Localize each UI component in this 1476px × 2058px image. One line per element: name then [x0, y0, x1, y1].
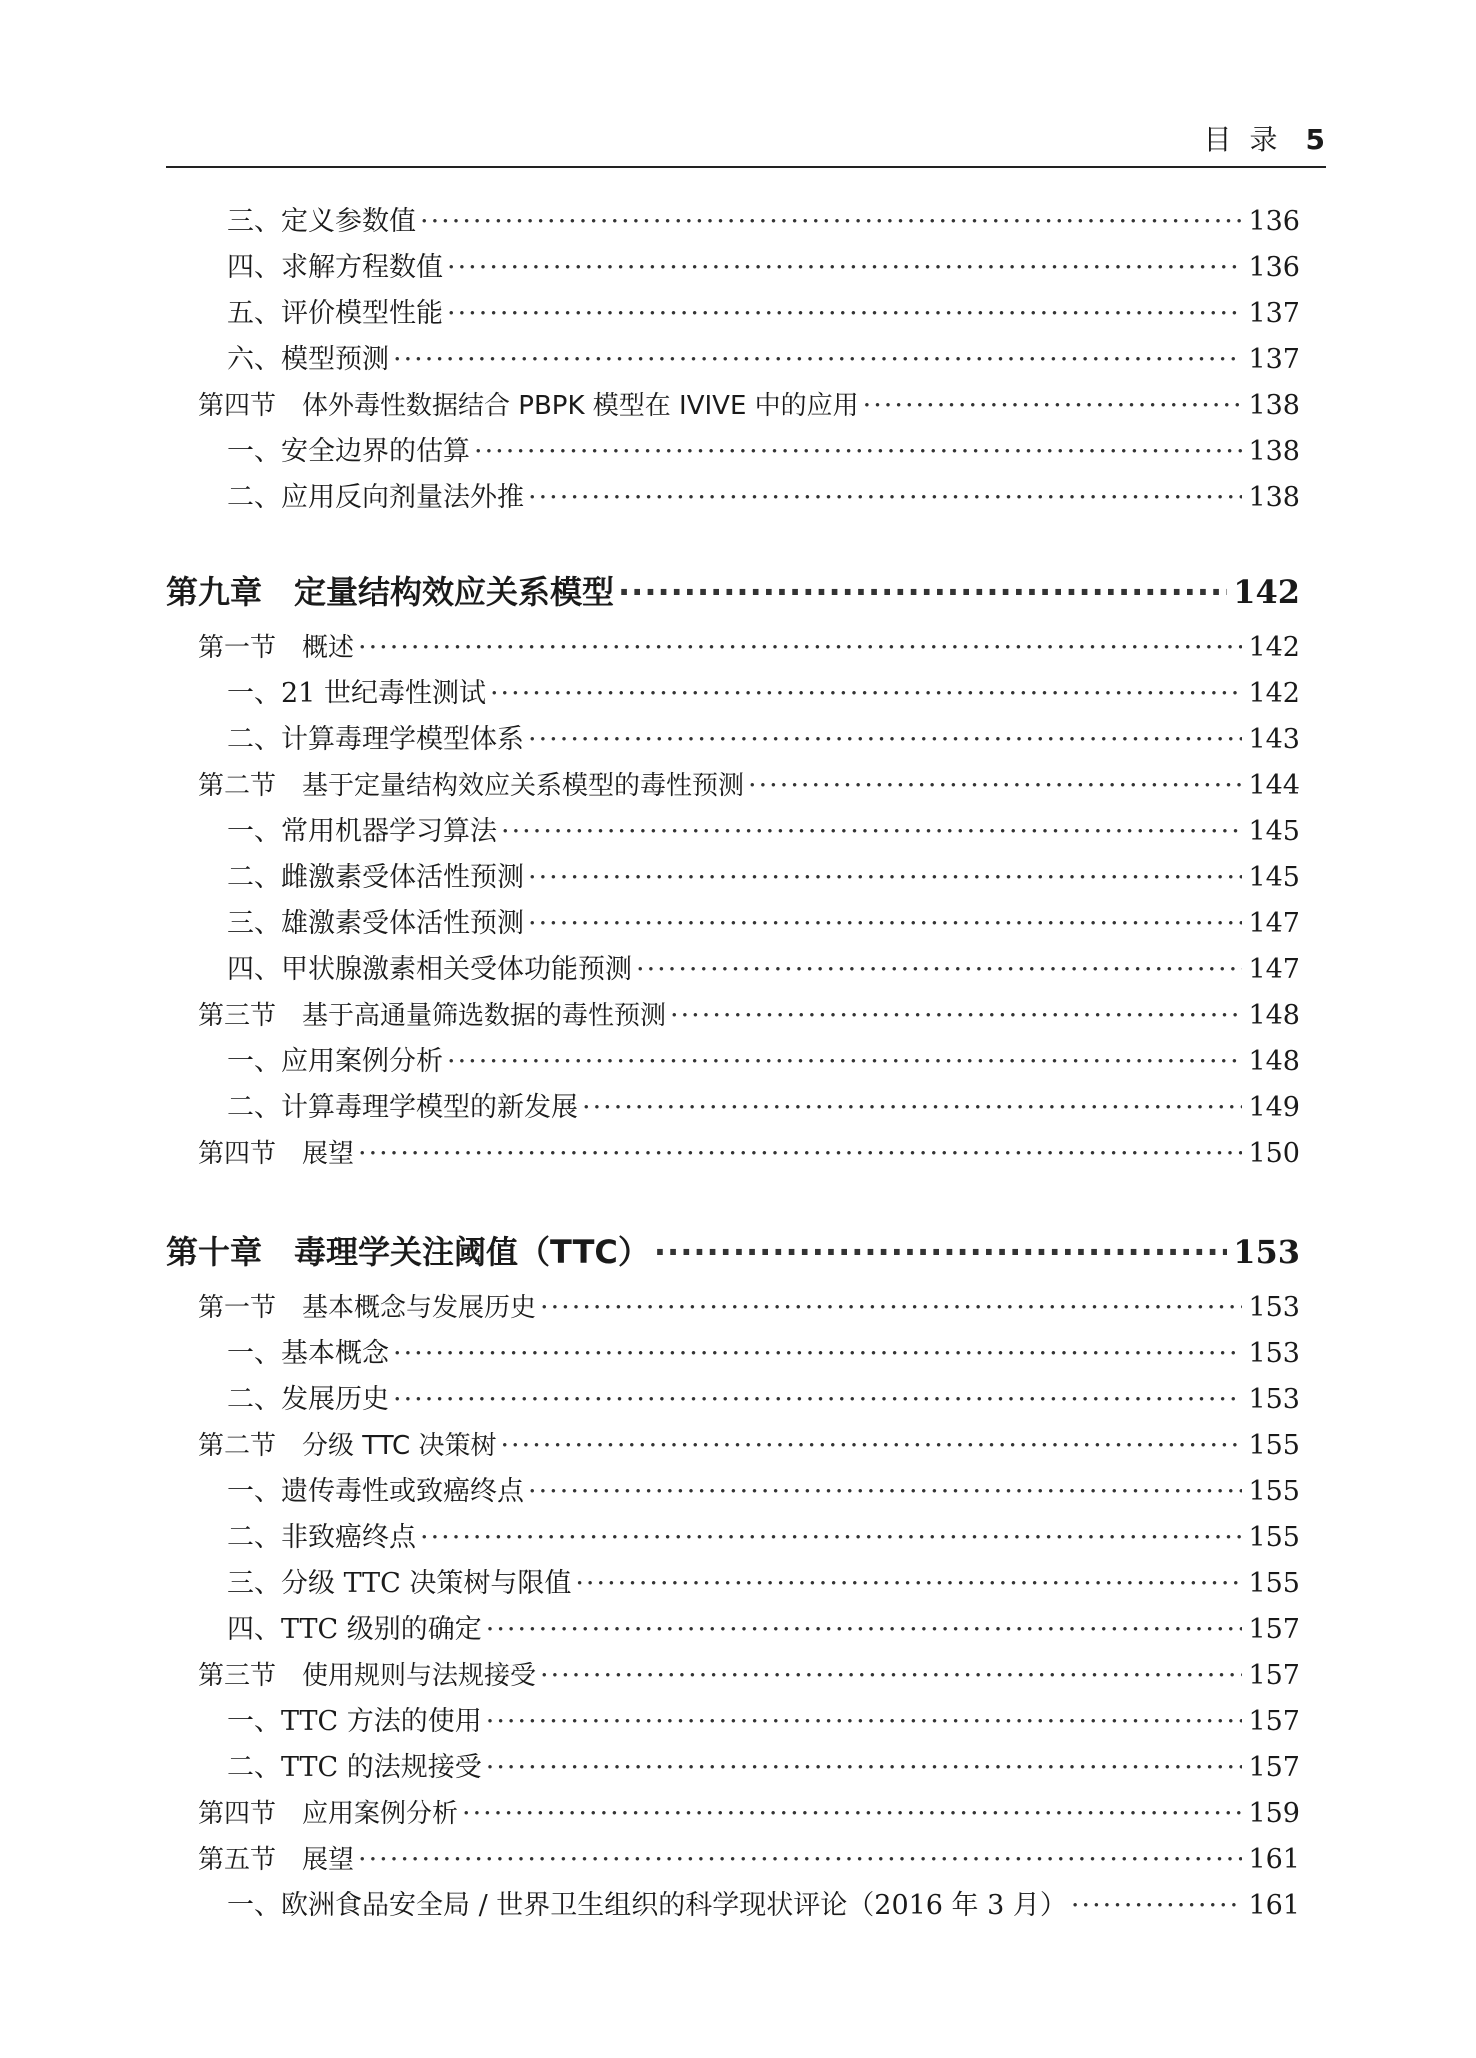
- toc-entry-label: 三、雄激素受体活性预测: [227, 908, 524, 939]
- toc-entry-page-number: 153: [1248, 1292, 1300, 1323]
- toc-entry-page-number: 144: [1248, 770, 1300, 801]
- toc-subsection[interactable]: [227, 1518, 1300, 1558]
- toc-entry-page-number: 138: [1248, 390, 1300, 421]
- header-title: 目录: [1203, 123, 1296, 156]
- toc-entry-label: 四、甲状腺激素相关受体功能预测: [227, 954, 632, 985]
- toc-entry-label: 一、TTC 方法的使用: [227, 1706, 482, 1737]
- toc-subsection[interactable]: [227, 1748, 1300, 1788]
- toc-entry-page-number: 145: [1248, 862, 1300, 893]
- toc-section[interactable]: [198, 1794, 1300, 1834]
- toc-entry-page-number: 155: [1248, 1568, 1300, 1599]
- dot-leader: [393, 1334, 1242, 1374]
- dot-leader: [447, 248, 1242, 288]
- toc-entry-label: 二、发展历史: [227, 1384, 389, 1415]
- toc-section[interactable]: [198, 996, 1300, 1036]
- toc-entry-label: 一、安全边界的估算: [227, 436, 470, 467]
- toc-section[interactable]: [198, 1840, 1300, 1880]
- toc-entry-label: 第三节 基于高通量筛选数据的毒性预测: [198, 1001, 667, 1031]
- toc-entry-page-number: 147: [1248, 954, 1300, 985]
- toc-section[interactable]: [198, 1426, 1300, 1466]
- dot-leader: [500, 1426, 1242, 1466]
- dot-leader: [748, 766, 1242, 806]
- toc-entry-page-number: 161: [1248, 1844, 1300, 1875]
- toc-entry-label: 第一节 概述: [198, 633, 355, 663]
- toc-section[interactable]: [198, 386, 1300, 426]
- toc-entry-page-number: 142: [1248, 678, 1300, 709]
- toc-entry-label: 一、基本概念: [227, 1338, 389, 1369]
- toc-entry-label: 五、评价模型性能: [227, 298, 443, 329]
- toc-entry-page-number: 145: [1248, 816, 1300, 847]
- toc-entry-page-number: 153: [1248, 1338, 1300, 1369]
- dot-leader: [575, 1564, 1242, 1604]
- toc-entry-label: 第二节 基于定量结构效应关系模型的毒性预测: [198, 771, 745, 801]
- dot-leader: [462, 1794, 1242, 1834]
- dot-leader: [540, 1288, 1242, 1328]
- toc-entry-label: 第十章 毒理学关注阈值（TTC）: [166, 1233, 650, 1271]
- toc-subsection[interactable]: [227, 1886, 1300, 1926]
- dot-leader: [654, 1228, 1227, 1276]
- toc-subsection[interactable]: [227, 202, 1300, 242]
- toc-section[interactable]: [198, 1134, 1300, 1174]
- toc-chapter[interactable]: [166, 568, 1300, 616]
- toc-entry-label: 一、遗传毒性或致癌终点: [227, 1476, 524, 1507]
- toc-entry-page-number: 157: [1248, 1752, 1300, 1783]
- toc-section[interactable]: [198, 1656, 1300, 1696]
- toc-subsection[interactable]: [227, 248, 1300, 288]
- toc-subsection[interactable]: [227, 294, 1300, 334]
- toc-entry-page-number: 153: [1233, 1233, 1300, 1271]
- toc-subsection[interactable]: [227, 1042, 1300, 1082]
- dot-leader: [486, 1610, 1243, 1650]
- toc-entry-page-number: 155: [1248, 1476, 1300, 1507]
- toc-subsection[interactable]: [227, 1088, 1300, 1128]
- toc-entry-label: 第九章 定量结构效应关系模型: [166, 573, 615, 611]
- toc-subsection[interactable]: [227, 950, 1300, 990]
- toc-entry-page-number: 137: [1248, 344, 1300, 375]
- toc-entry-page-number: 159: [1248, 1798, 1300, 1829]
- toc-subsection[interactable]: [227, 1472, 1300, 1512]
- toc-entry-label: 四、求解方程数值: [227, 252, 443, 283]
- toc-entry-label: 三、分级 TTC 决策树与限值: [227, 1568, 572, 1599]
- toc-entry-label: 一、常用机器学习算法: [227, 816, 497, 847]
- toc-entry-page-number: 137: [1248, 298, 1300, 329]
- dot-leader: [528, 1472, 1242, 1512]
- dot-leader: [358, 1134, 1242, 1174]
- toc-subsection[interactable]: [227, 1334, 1300, 1374]
- toc-entry-label: 第一节 基本概念与发展历史: [198, 1293, 537, 1323]
- toc-entry-label: 一、21 世纪毒性测试: [227, 678, 486, 709]
- toc-subsection[interactable]: [227, 1702, 1300, 1742]
- toc-entry-label: 二、雌激素受体活性预测: [227, 862, 524, 893]
- toc-entry-label: 第五节 展望: [198, 1845, 355, 1875]
- toc-entry-label: 第三节 使用规则与法规接受: [198, 1661, 537, 1691]
- toc-entry-page-number: 155: [1248, 1430, 1300, 1461]
- toc-subsection[interactable]: [227, 858, 1300, 898]
- dot-leader: [358, 1840, 1242, 1880]
- toc-entry-page-number: 157: [1248, 1706, 1300, 1737]
- dot-leader: [474, 432, 1242, 472]
- dot-leader: [447, 1042, 1242, 1082]
- toc-entry-label: 第四节 体外毒性数据结合 PBPK 模型在 IVIVE 中的应用: [198, 391, 859, 421]
- toc-entry-page-number: 147: [1248, 908, 1300, 939]
- toc-section[interactable]: [198, 628, 1300, 668]
- toc-entry-page-number: 157: [1248, 1614, 1300, 1645]
- dot-leader: [528, 720, 1242, 760]
- dot-leader: [501, 812, 1242, 852]
- toc-entry-page-number: 138: [1248, 436, 1300, 467]
- toc-subsection[interactable]: [227, 432, 1300, 472]
- toc-entry-page-number: 148: [1248, 1046, 1300, 1077]
- dot-leader: [582, 1088, 1242, 1128]
- toc-entry-page-number: 161: [1248, 1890, 1300, 1921]
- dot-leader: [486, 1702, 1243, 1742]
- toc-entry-label: 第四节 应用案例分析: [198, 1799, 459, 1829]
- toc-entry-label: 二、应用反向剂量法外推: [227, 482, 524, 513]
- toc-entry-label: 六、模型预测: [227, 344, 389, 375]
- toc-entry-label: 二、非致癌终点: [227, 1522, 416, 1553]
- dot-leader: [490, 674, 1243, 714]
- toc-subsection[interactable]: [227, 812, 1300, 852]
- toc-entry-page-number: 136: [1248, 206, 1300, 237]
- toc-entry-label: 第四节 展望: [198, 1139, 355, 1169]
- toc-entry-page-number: 153: [1248, 1384, 1300, 1415]
- toc-entry-label: 三、定义参数值: [227, 206, 416, 237]
- toc-entry-label: 一、应用案例分析: [227, 1046, 443, 1077]
- toc-subsection[interactable]: [227, 674, 1300, 714]
- toc-subsection[interactable]: [227, 1380, 1300, 1420]
- dot-leader: [636, 950, 1242, 990]
- dot-leader: [393, 340, 1242, 380]
- dot-leader: [670, 996, 1242, 1036]
- header-page-number: 5: [1305, 123, 1326, 156]
- toc-entry-page-number: 157: [1248, 1660, 1300, 1691]
- toc-entry-page-number: 143: [1248, 724, 1300, 755]
- toc-subsection[interactable]: [227, 1610, 1300, 1650]
- dot-leader: [393, 1380, 1242, 1420]
- toc-entry-page-number: 150: [1248, 1138, 1300, 1169]
- dot-leader: [420, 202, 1242, 242]
- toc-subsection[interactable]: [227, 478, 1300, 518]
- toc-entry-label: 二、计算毒理学模型的新发展: [227, 1092, 578, 1123]
- toc-entry-page-number: 149: [1248, 1092, 1300, 1123]
- toc-subsection[interactable]: [227, 340, 1300, 380]
- toc-entry-page-number: 138: [1248, 482, 1300, 513]
- toc-chapter[interactable]: [166, 1228, 1300, 1276]
- dot-leader: [528, 858, 1242, 898]
- toc-section[interactable]: [198, 1288, 1300, 1328]
- toc-entry-page-number: 148: [1248, 1000, 1300, 1031]
- toc-entry-label: 一、欧洲食品安全局 / 世界卫生组织的科学现状评论（2016 年 3 月）: [227, 1890, 1067, 1921]
- dot-leader: [540, 1656, 1242, 1696]
- toc-entry-label: 二、TTC 的法规接受: [227, 1752, 482, 1783]
- dot-leader: [486, 1748, 1243, 1788]
- toc-subsection[interactable]: [227, 904, 1300, 944]
- toc-subsection[interactable]: [227, 1564, 1300, 1604]
- dot-leader: [528, 478, 1242, 518]
- dot-leader: [447, 294, 1242, 334]
- dot-leader: [358, 628, 1242, 668]
- toc-entry-page-number: 155: [1248, 1522, 1300, 1553]
- toc-subsection[interactable]: [227, 720, 1300, 760]
- toc-entry-page-number: 142: [1233, 573, 1300, 611]
- toc-entry-label: 二、计算毒理学模型体系: [227, 724, 524, 755]
- toc-entry-page-number: 142: [1248, 632, 1300, 663]
- toc-entry-page-number: 136: [1248, 252, 1300, 283]
- dot-leader: [618, 568, 1227, 616]
- toc-entry-label: 四、TTC 级别的确定: [227, 1614, 482, 1645]
- dot-leader: [420, 1518, 1242, 1558]
- toc-entry-label: 第二节 分级 TTC 决策树: [198, 1431, 497, 1461]
- dot-leader: [528, 904, 1242, 944]
- toc-section[interactable]: [198, 766, 1300, 806]
- dot-leader: [1071, 1886, 1243, 1926]
- dot-leader: [863, 386, 1243, 426]
